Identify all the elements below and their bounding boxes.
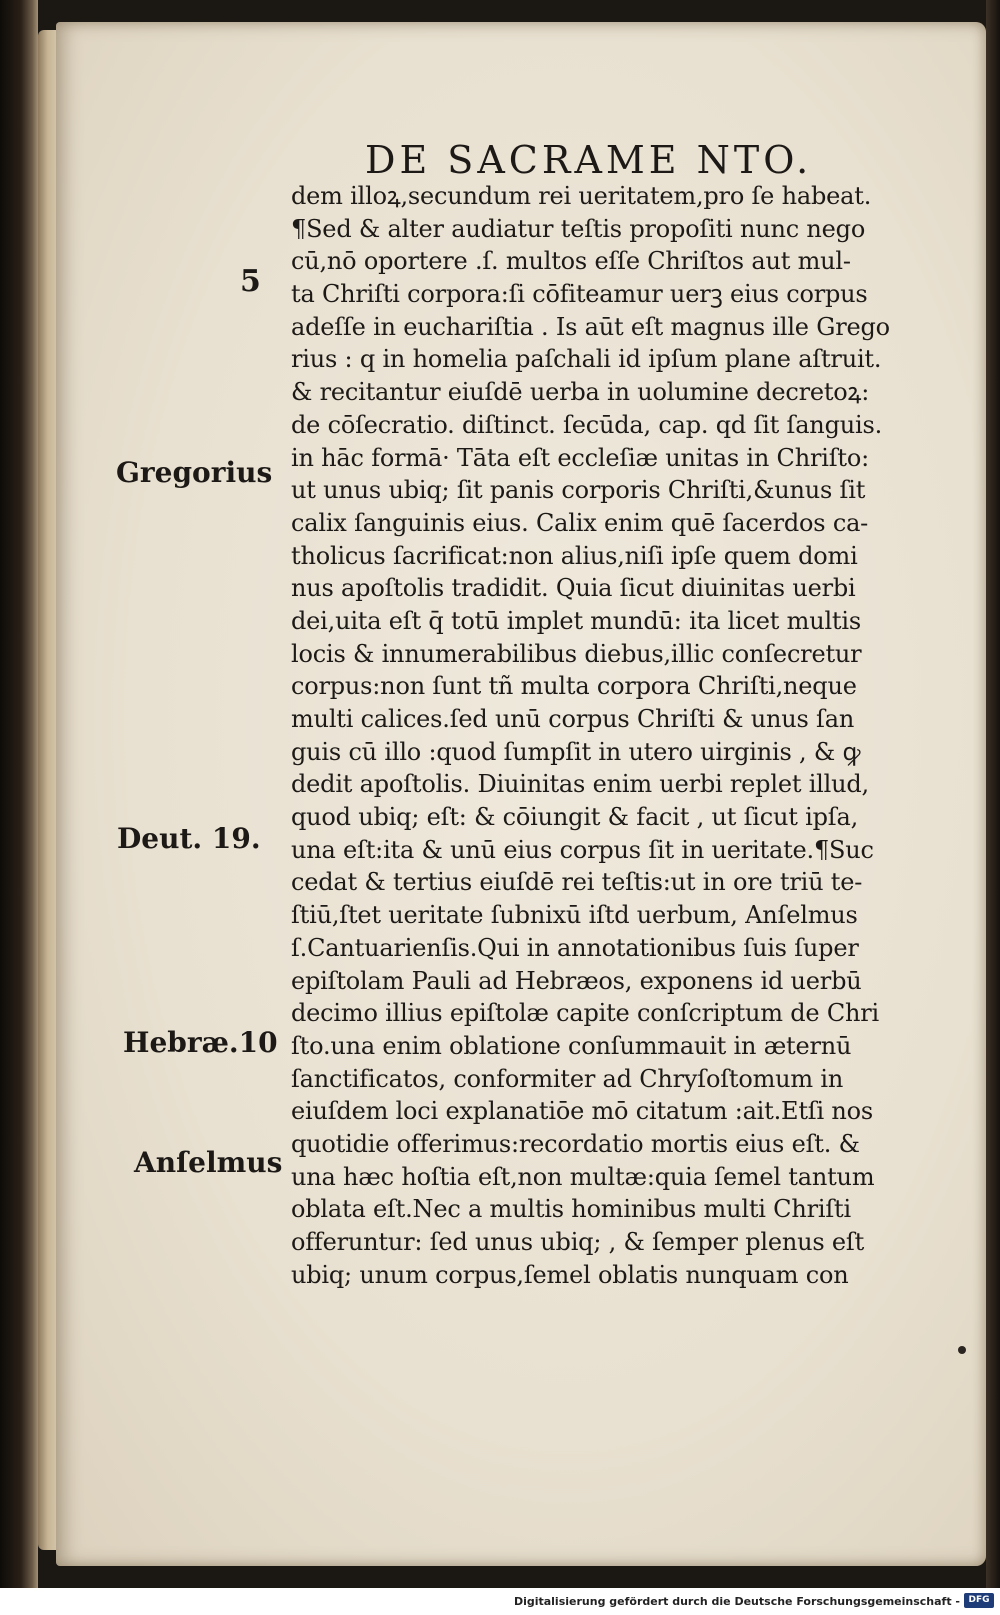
margin-note-deut: Deut. 19. [117, 822, 261, 855]
text-line: multi calices.ſed unū corpus Chriſti & unus ſan [291, 705, 855, 733]
ink-dot [958, 1346, 966, 1354]
margin-note-hebrae: Hebræ.10 [123, 1026, 278, 1059]
text-line: de cōſecratio. diſtinct. ſecūda, cap. qd ſit ſanguis. [291, 410, 883, 439]
text-line: ut unus ubiq; ſit panis corporis Chriſti,&unus ſit [291, 476, 866, 505]
text-line: nus apoſtolis tradidit. Quia ſicut diuinitas uerbi [291, 574, 856, 603]
text-line: decimo illius epiſtolæ capite conſcriptum de Chri [291, 999, 880, 1028]
text-line: ſto.una enim oblatione conſummauit in æternū [291, 1031, 852, 1060]
digitization-footer [0, 1588, 1000, 1615]
text-line: cū,nō oportere .ſ. multos eſſe Chriſtos aut mul- [291, 247, 851, 276]
text-line: ſtiū,ſtet ueritate ſubnixū iſtd uerbum, Anſelmus [291, 901, 858, 930]
text-line: locis & innumerabilibus diebus,illic conſecretur [291, 639, 862, 668]
margin-number: 5 [240, 264, 261, 299]
margin-note-gregorius: Gregorius [116, 456, 273, 489]
text-line: tholicus ſacrificat:non alius,niſi ipſe quem domi [291, 541, 858, 570]
text-line: rius : q in homelia paſchali id ipſum plane aſtruit. [291, 345, 882, 374]
text-line: quotidie offerimus:recordatio mortis eius eſt. & [291, 1129, 860, 1158]
text-line: eiuſdem loci explanatiōe mō citatum :ait.Etſi nos [291, 1097, 874, 1126]
text-line: corpus:non ſunt tñ multa corpora Chriſti,neque [291, 672, 857, 701]
text-line: quod ubiq; eſt: & cōiungit & facit , ut ſicut ipſa, [291, 803, 859, 832]
text-line: dedit apoſtolis. Diuinitas enim uerbi replet illud, [291, 770, 869, 799]
funding-credit: Digitalisierung gefördert durch die Deutsche Forschungsgemeinschaft - [513, 1595, 960, 1608]
text-line: ¶Sed & alter audiatur teſtis propoſiti nunc nego [291, 214, 866, 243]
text-line: guis cū illo :quod ſumpſit in utero uirginis , & ꝙ [291, 737, 861, 766]
text-line: ſ.Cantuarienſis.Qui in annotationibus ſuis ſuper [291, 933, 859, 962]
text-line: ubiq; unum corpus,ſemel oblatis nunquam con [291, 1260, 849, 1289]
running-head: DE SACRAME NTO. [365, 138, 813, 182]
text-line: calix ſanguinis eius. Calix enim quē ſacerdos ca- [291, 508, 869, 537]
margin-note-anselmus: Anſelmus [134, 1146, 283, 1179]
text-line: cedat & tertius eiuſdē rei teſtis:ut in ore triū te- [291, 868, 863, 897]
text-line: & recitantur eiuſdē uerba in uolumine decretoꝝ: [291, 378, 870, 407]
text-line: dei,uita eſt q̄ totū implet mundū: ita licet multis [291, 606, 861, 635]
book-cover-edge [0, 0, 38, 1588]
main-text-block [291, 180, 967, 1291]
text-line: adeſſe in euchariſtia . Is aūt eſt magnus ille Grego [291, 312, 890, 341]
text-line: una hæc hoſtia eſt,non multæ:quia ſemel tantum [291, 1162, 875, 1191]
text-line: ſanctificatos, conformiter ad Chryſoſtomum in [291, 1064, 844, 1093]
text-line: oblata eſt.Nec a multis hominibus multi Chriſti [291, 1195, 851, 1224]
right-shadow [986, 0, 1000, 1588]
text-line: ta Chriſti corpora:ſi cōfiteamur uerꝫ eius corpus [291, 280, 868, 309]
text-line: in hāc formā· Tāta eſt eccleſiæ unitas in Chriſto: [291, 443, 869, 472]
text-line: una eſt:ita & unū eius corpus ſit in ueritate.¶Suc [291, 835, 874, 864]
dfg-logo-icon: DFG [964, 1593, 994, 1608]
text-line: epiſtolam Pauli ad Hebræos, exponens id uerbū [291, 966, 862, 995]
text-line: dem illoꝝ,secundum rei ueritatem,pro ſe habeat. [291, 182, 872, 210]
text-line: offeruntur: ſed unus ubiq; , & ſemper plenus eſt [291, 1228, 865, 1256]
